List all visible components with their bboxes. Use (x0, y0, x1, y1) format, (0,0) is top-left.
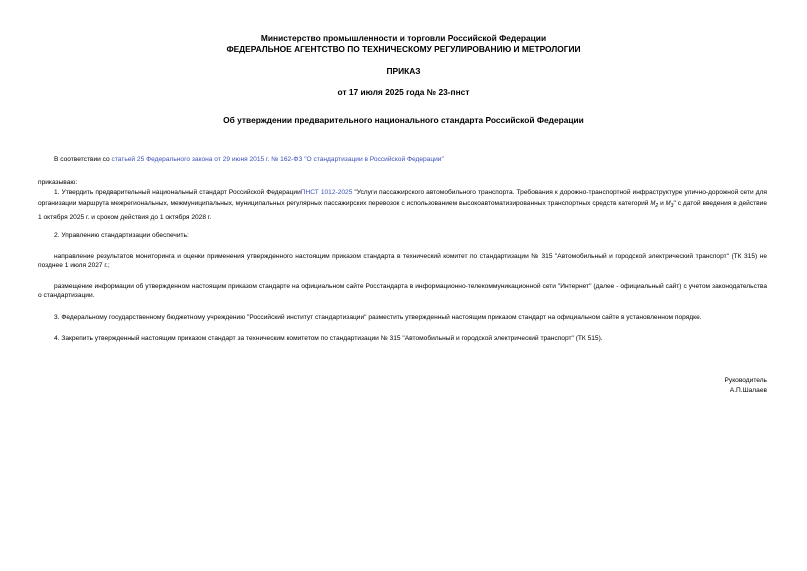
doc-type-heading: ПРИКАЗ (386, 66, 421, 76)
date-number-heading: от 17 июля 2025 года № 23-пнст (337, 87, 470, 97)
item-2b-paragraph: размещение информации об утвержденном настоящим приказом стандарте на официальном сайте Росстандарта в информационно-телекоммуникационной сети "Интернет" (далее - официальный сайт) с учетом законодательства о стандартизации. (38, 283, 767, 299)
ministry-heading: Министерство промышленности и торговли Российской Федерации (260, 33, 547, 43)
item-2a-paragraph: направление результатов мониторинга и оценки применения утвержденного настоящим приказом стандарта в технический комитет по стандартизации № 315 "Автомобильный и городской электрический транспорт" (ТК 315) не позднее 1 июля 2027 г.; (38, 253, 767, 269)
item-4-paragraph: 4. Закрепить утвержденный настоящим приказом стандарт за техническим комитетом по стандартизации № 315 "Автомобильный и городской электрический транспорт" (ТК 515). (54, 335, 603, 342)
order-word: приказываю: (38, 179, 78, 186)
signatory-name: А.П.Шалаев (729, 387, 767, 394)
item-1-paragraph (38, 187, 767, 223)
item-2-paragraph: 2. Управлению стандартизации обеспечить: (54, 232, 189, 239)
item-1-and: и (658, 200, 666, 207)
standard-link[interactable]: ПНСТ 1012-2025 (300, 189, 353, 196)
item-3-paragraph: 3. Федеральному государственному бюджетному учреждению "Российский институт стандартизации" разместить утвержденный настоящим приказом стандарт на официальном сайте в установленном порядке. (54, 314, 702, 321)
category-m3-symbol: $M_3$ (665, 201, 674, 210)
law-link[interactable]: статьей 25 Федерального закона от 29 июня 2015 г. № 162-ФЗ "О стандартизации в Российской Федерации" (111, 156, 444, 163)
signatory-role: Руководитель (724, 377, 767, 384)
category-m2-symbol: $M_2$ (650, 201, 659, 210)
intro-prefix: В соответствии со (54, 156, 112, 163)
item-1-suffix: " с датой введения в действие 1 октября 2025 г. и сроком действия до 1 октября 2028 г. (38, 200, 767, 222)
item-1-text: "Услуги пассажирского автомобильного транспорта. Требования к дорожно-транспортной инфраструктуре улично-дорожной сети для организации маршрута межрегиональных, межмуниципальных, муниципальных регулярных пассажирских перевозок с использованием высокоавтоматизированных транспортных средств категорий (38, 189, 767, 207)
item-1-prefix: 1. Утвердить предварительный национальный стандарт Российской Федерации (54, 189, 301, 196)
agency-heading: ФЕДЕРАЛЬНОЕ АГЕНТСТВО ПО ТЕХНИЧЕСКОМУ РЕГУЛИРОВАНИЮ И МЕТРОЛОГИИ (226, 44, 581, 54)
intro-paragraph (38, 155, 767, 164)
document-title: Об утверждении предварительного национального стандарта Российской Федерации (223, 115, 584, 125)
